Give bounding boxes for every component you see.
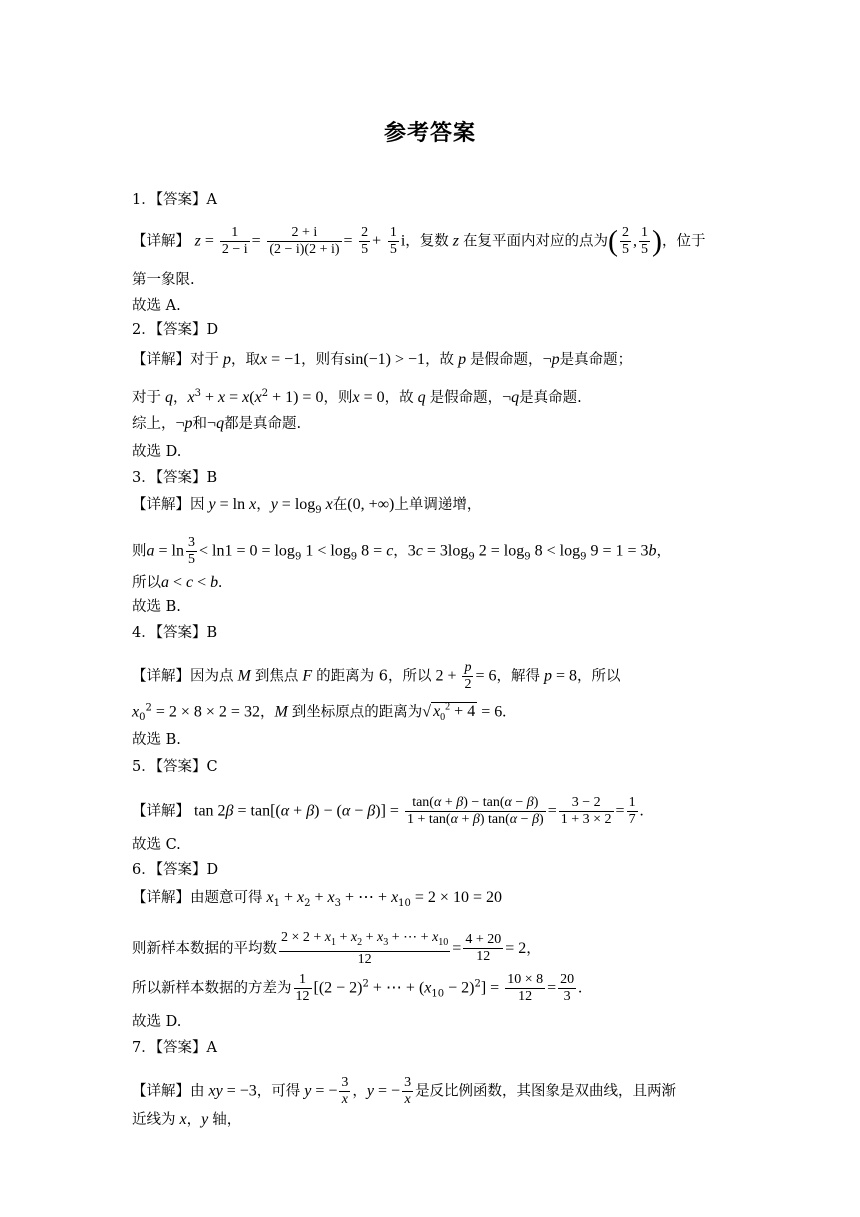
answer-6-detail: 【详解】由题意可得 $x_1 + x_2 + x_3$ + ⋯ + $x_{10} = 2 \times 10 = 20$ xyxy=(132,889,502,909)
answer-1-line: 第一象限. xyxy=(132,272,195,288)
answer-3-conclusion: 所以a < c < b. xyxy=(132,574,223,591)
answer-4-choice: 故选 B. xyxy=(132,732,181,748)
answer-6-variance: 所以新样本数据的方差为 $\frac{1}{12}$ [$(2 - 2)^2$ + ⋯ + $(x_{10} - 2)^2$] = $\frac{10 \times 8}{12}$ = $\frac{20}{3}$ . xyxy=(132,972,583,1004)
answer-1-choice: 故选 A. xyxy=(132,298,181,314)
answer-7-heading: 7．【答案】A xyxy=(132,1040,217,1056)
answer-6-mean: 则新样本数据的平均数 $\frac{2 \times 2 + x_1 + x_2 + x_3 + \cdots + x_{10}}{12}$ = $\frac{4 + 20}{12}$ = 2， xyxy=(132,930,541,967)
answer-7-asymptote: 近线为 x，y 轴， xyxy=(132,1111,242,1128)
answer-3-detail: 【详解】因 y = ln x，$y = \log_9 x$在(0, +∞)上单调递增， xyxy=(132,496,482,516)
answer-3-inequality: 则a = ln $\frac{3}{5}$ < $\ln 1 = 0 = \log_9 1 < \log_9 8 = c$，$3c = 3\log_9$ $2 = \log_9 8 < \log_9 9 = 1 = 3b$， xyxy=(132,535,671,567)
answer-2-choice: 故选 D. xyxy=(132,444,182,460)
answer-2-summary: 综上，¬p和¬q都是真命题. xyxy=(132,415,302,432)
answer-5-choice: 故选 C. xyxy=(132,837,181,853)
answer-6-heading: 6．【答案】D xyxy=(132,862,219,878)
answer-2-detail-q: 对于 q，$x^3 + x = x(x^2 + 1) = 0$，则x = 0，故 q 是假命题，¬q是真命题. xyxy=(132,388,582,406)
answer-6-choice: 故选 D. xyxy=(132,1014,182,1030)
answer-2-detail: 【详解】对于 p，取x = −1，则有sin(−1) > −1，故 p 是假命题，¬p是真命题； xyxy=(132,351,633,368)
answer-3-choice: 故选 B. xyxy=(132,599,181,615)
answer-4-detail: 【详解】因为点 M 到焦点 F 的距离为 6，所以 2 + $\frac{p}{2}$ = 6，解得 p = 8，所以 xyxy=(132,660,621,692)
answer-5-heading: 5．【答案】C xyxy=(132,759,218,775)
answer-2-heading: 2．【答案】D xyxy=(132,322,219,338)
answer-4-heading: 4．【答案】B xyxy=(132,625,218,641)
page-title: 参考答案 xyxy=(383,121,476,146)
answer-4-result: $x_0^2 = 2 \times 8 \times 2 = 32$，M 到坐标原点的距离为√ $x_0^2 + 4 = 6$. xyxy=(132,702,507,724)
answer-3-heading: 3．【答案】B xyxy=(132,470,218,486)
answer-1-heading: 1．【答案】A xyxy=(132,192,217,208)
answer-1-detail: 【详解】 z = $\frac{1}{2 - i}$ = $\frac{2 + i}{(2 - i)(2 + i)}$ = $\frac{2}{5}$ + $\frac{1}{5}$ i，复数 z 在复平面内对应的点为( $\frac{2}{5}$ , $\frac{1}{5}$ )，位于 xyxy=(132,224,706,258)
answer-7-detail: 【详解】由 xy = −3，可得 y = − $\frac{3}{x}$ ，y = − $\frac{3}{x}$ 是反比例函数，其图象是双曲线，且两渐 xyxy=(132,1075,677,1107)
answer-5-detail: 【详解】 tan 2β = tan[(α + β) − (α − β)] = $\frac{\tan(\alpha + \beta) - \tan(\alpha - \beta)}{1 + \tan(\alpha + \beta) \tan(\alpha - \beta)}$ = $\frac{3 - 2}{1 + 3 \times 2}$ = $\frac{1}{7}$ . xyxy=(132,795,644,827)
